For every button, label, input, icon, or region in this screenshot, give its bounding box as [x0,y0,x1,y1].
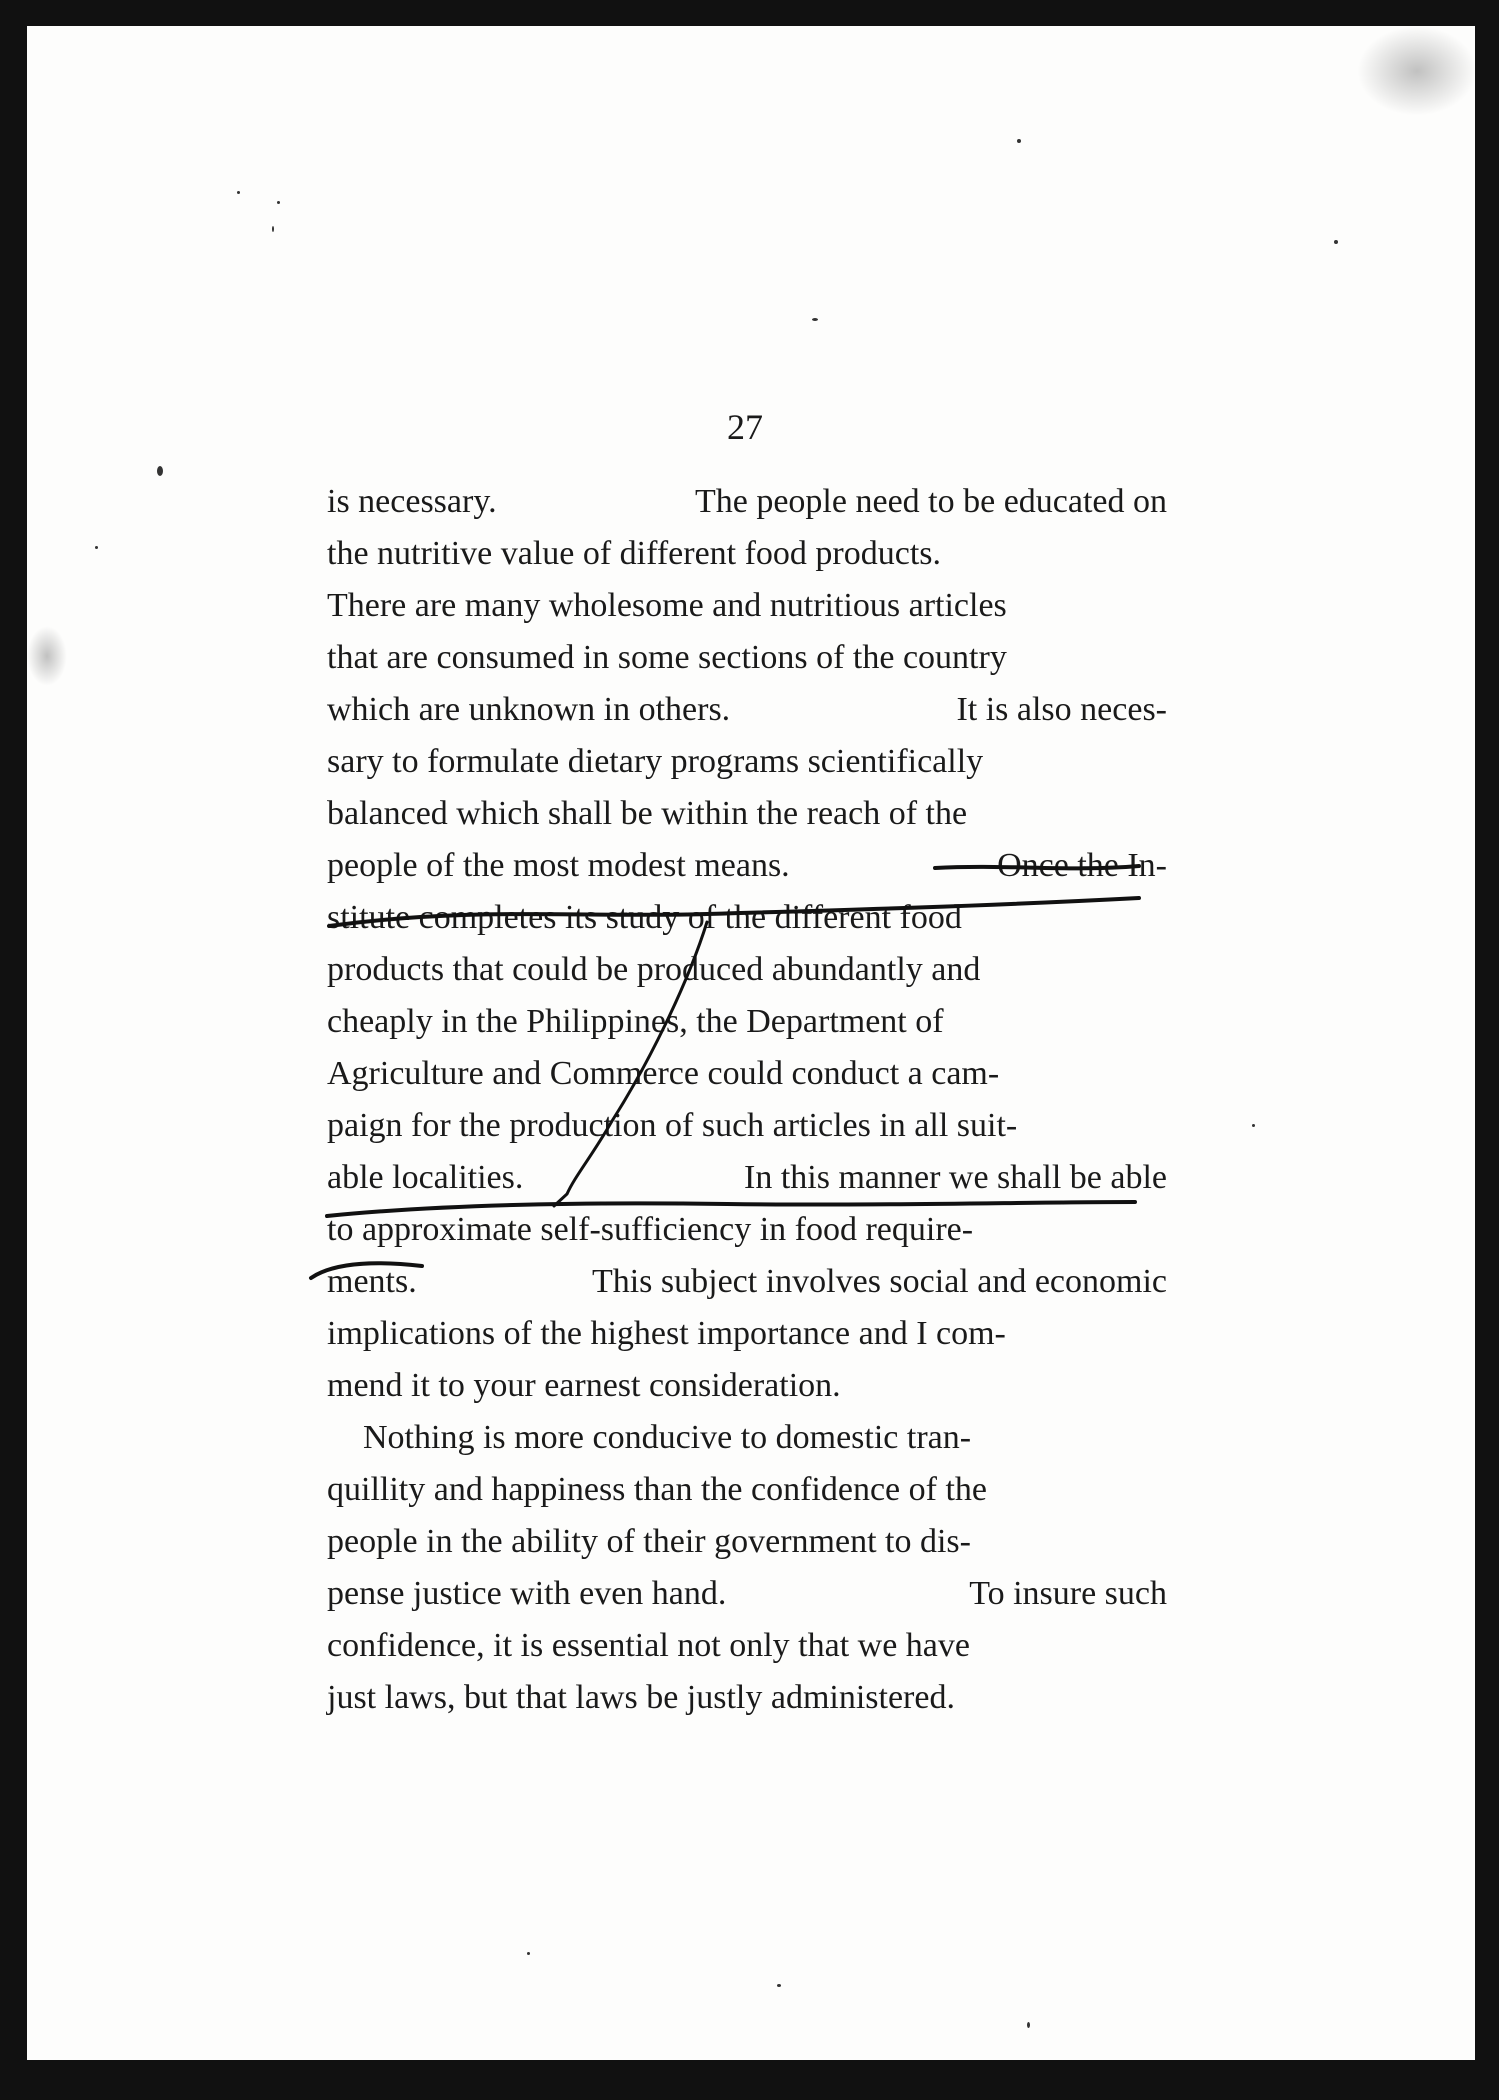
text-segment: The people need to be educated on [694,483,1167,520]
text-segment: that are consumed in some sections of the country [327,639,1007,676]
text-line [327,1308,1167,1360]
text-line [327,996,1167,1048]
text-line [327,1412,1167,1464]
scan-speck [157,466,163,476]
text-segment: quillity and happiness than the confidence of the [327,1471,987,1508]
text-segment: balanced which shall be within the reach of the [327,795,968,832]
struck-text: stitute completes its study of the different food [327,899,962,936]
text-segment: people in the ability of their government to dis- [327,1523,971,1560]
text-segment: cheaply in the Philippines, the Department of [327,1003,944,1040]
document-page [27,26,1475,2060]
text-line [327,1568,1167,1620]
scan-scuff [1357,26,1477,116]
text-segment: implications of the highest importance and I com- [327,1315,1006,1352]
text-line [327,580,1167,632]
text-line [327,1672,1167,1724]
text-line [327,684,1167,736]
text-line [327,788,1167,840]
body-text [327,476,1167,1724]
text-segment: paign for the production of such articles in all suit- [327,1107,1018,1144]
scan-speck [277,201,280,204]
text-segment: confidence, it is essential not only that we have [327,1627,970,1664]
scan-speck [1252,1124,1255,1127]
text-line [327,1152,1167,1204]
text-line [327,1516,1167,1568]
text-segment: ments. [327,1263,417,1300]
text-segment: just laws, but that laws be justly administered. [327,1679,955,1716]
text-segment: mend it to your earnest consideration. [327,1367,841,1404]
struck-text: Once the In- [997,847,1167,884]
text-segment: This subject involves social and economic [591,1263,1167,1300]
text-segment: There are many wholesome and nutritious articles [327,587,1007,624]
text-segment: Agriculture and Commerce could conduct a cam- [327,1055,1000,1092]
text-segment: In this manner we shall be able [744,1159,1167,1196]
text-line [327,1360,1167,1412]
text-line [327,1464,1167,1516]
text-segment: able localities. [327,1159,524,1196]
text-segment: pense justice with even hand. [327,1575,727,1612]
text-segment: products that could be produced abundantly and [327,951,981,988]
text-segment: To insure such [969,1575,1167,1612]
text-line [327,944,1167,996]
text-segment: the nutritive value of different food products. [327,535,942,572]
scan-speck [1017,139,1021,143]
text-line [327,1204,1167,1256]
scan-speck [812,318,818,321]
text-line [327,528,1167,580]
scan-scuff [27,626,67,686]
page-number: 27 [727,407,763,447]
scan-speck [237,191,240,194]
scan-speck [777,1984,781,1987]
text-line [327,1048,1167,1100]
text-line [327,476,1167,528]
text-segment: people of the most modest means. [327,847,790,884]
scan-speck [272,226,274,232]
text-line [327,840,1167,892]
text-line [327,892,1167,944]
text-segment: Nothing is more conducive to domestic tran- [363,1419,972,1456]
text-line [327,1620,1167,1672]
text-line [327,1256,1167,1308]
text-segment: It is also neces- [956,691,1167,728]
scan-speck [95,546,98,549]
text-line [327,1100,1167,1152]
text-segment: which are unknown in others. [327,691,731,728]
text-segment: sary to formulate dietary programs scientifically [327,743,984,780]
text-line [327,632,1167,684]
text-line [327,736,1167,788]
scan-speck [1334,240,1338,244]
scan-speck [527,1952,530,1955]
text-segment: is necessary. [327,483,497,520]
struck-text: to approximate self-sufficiency in food require- [327,1211,974,1248]
scan-speck [1027,2022,1030,2028]
